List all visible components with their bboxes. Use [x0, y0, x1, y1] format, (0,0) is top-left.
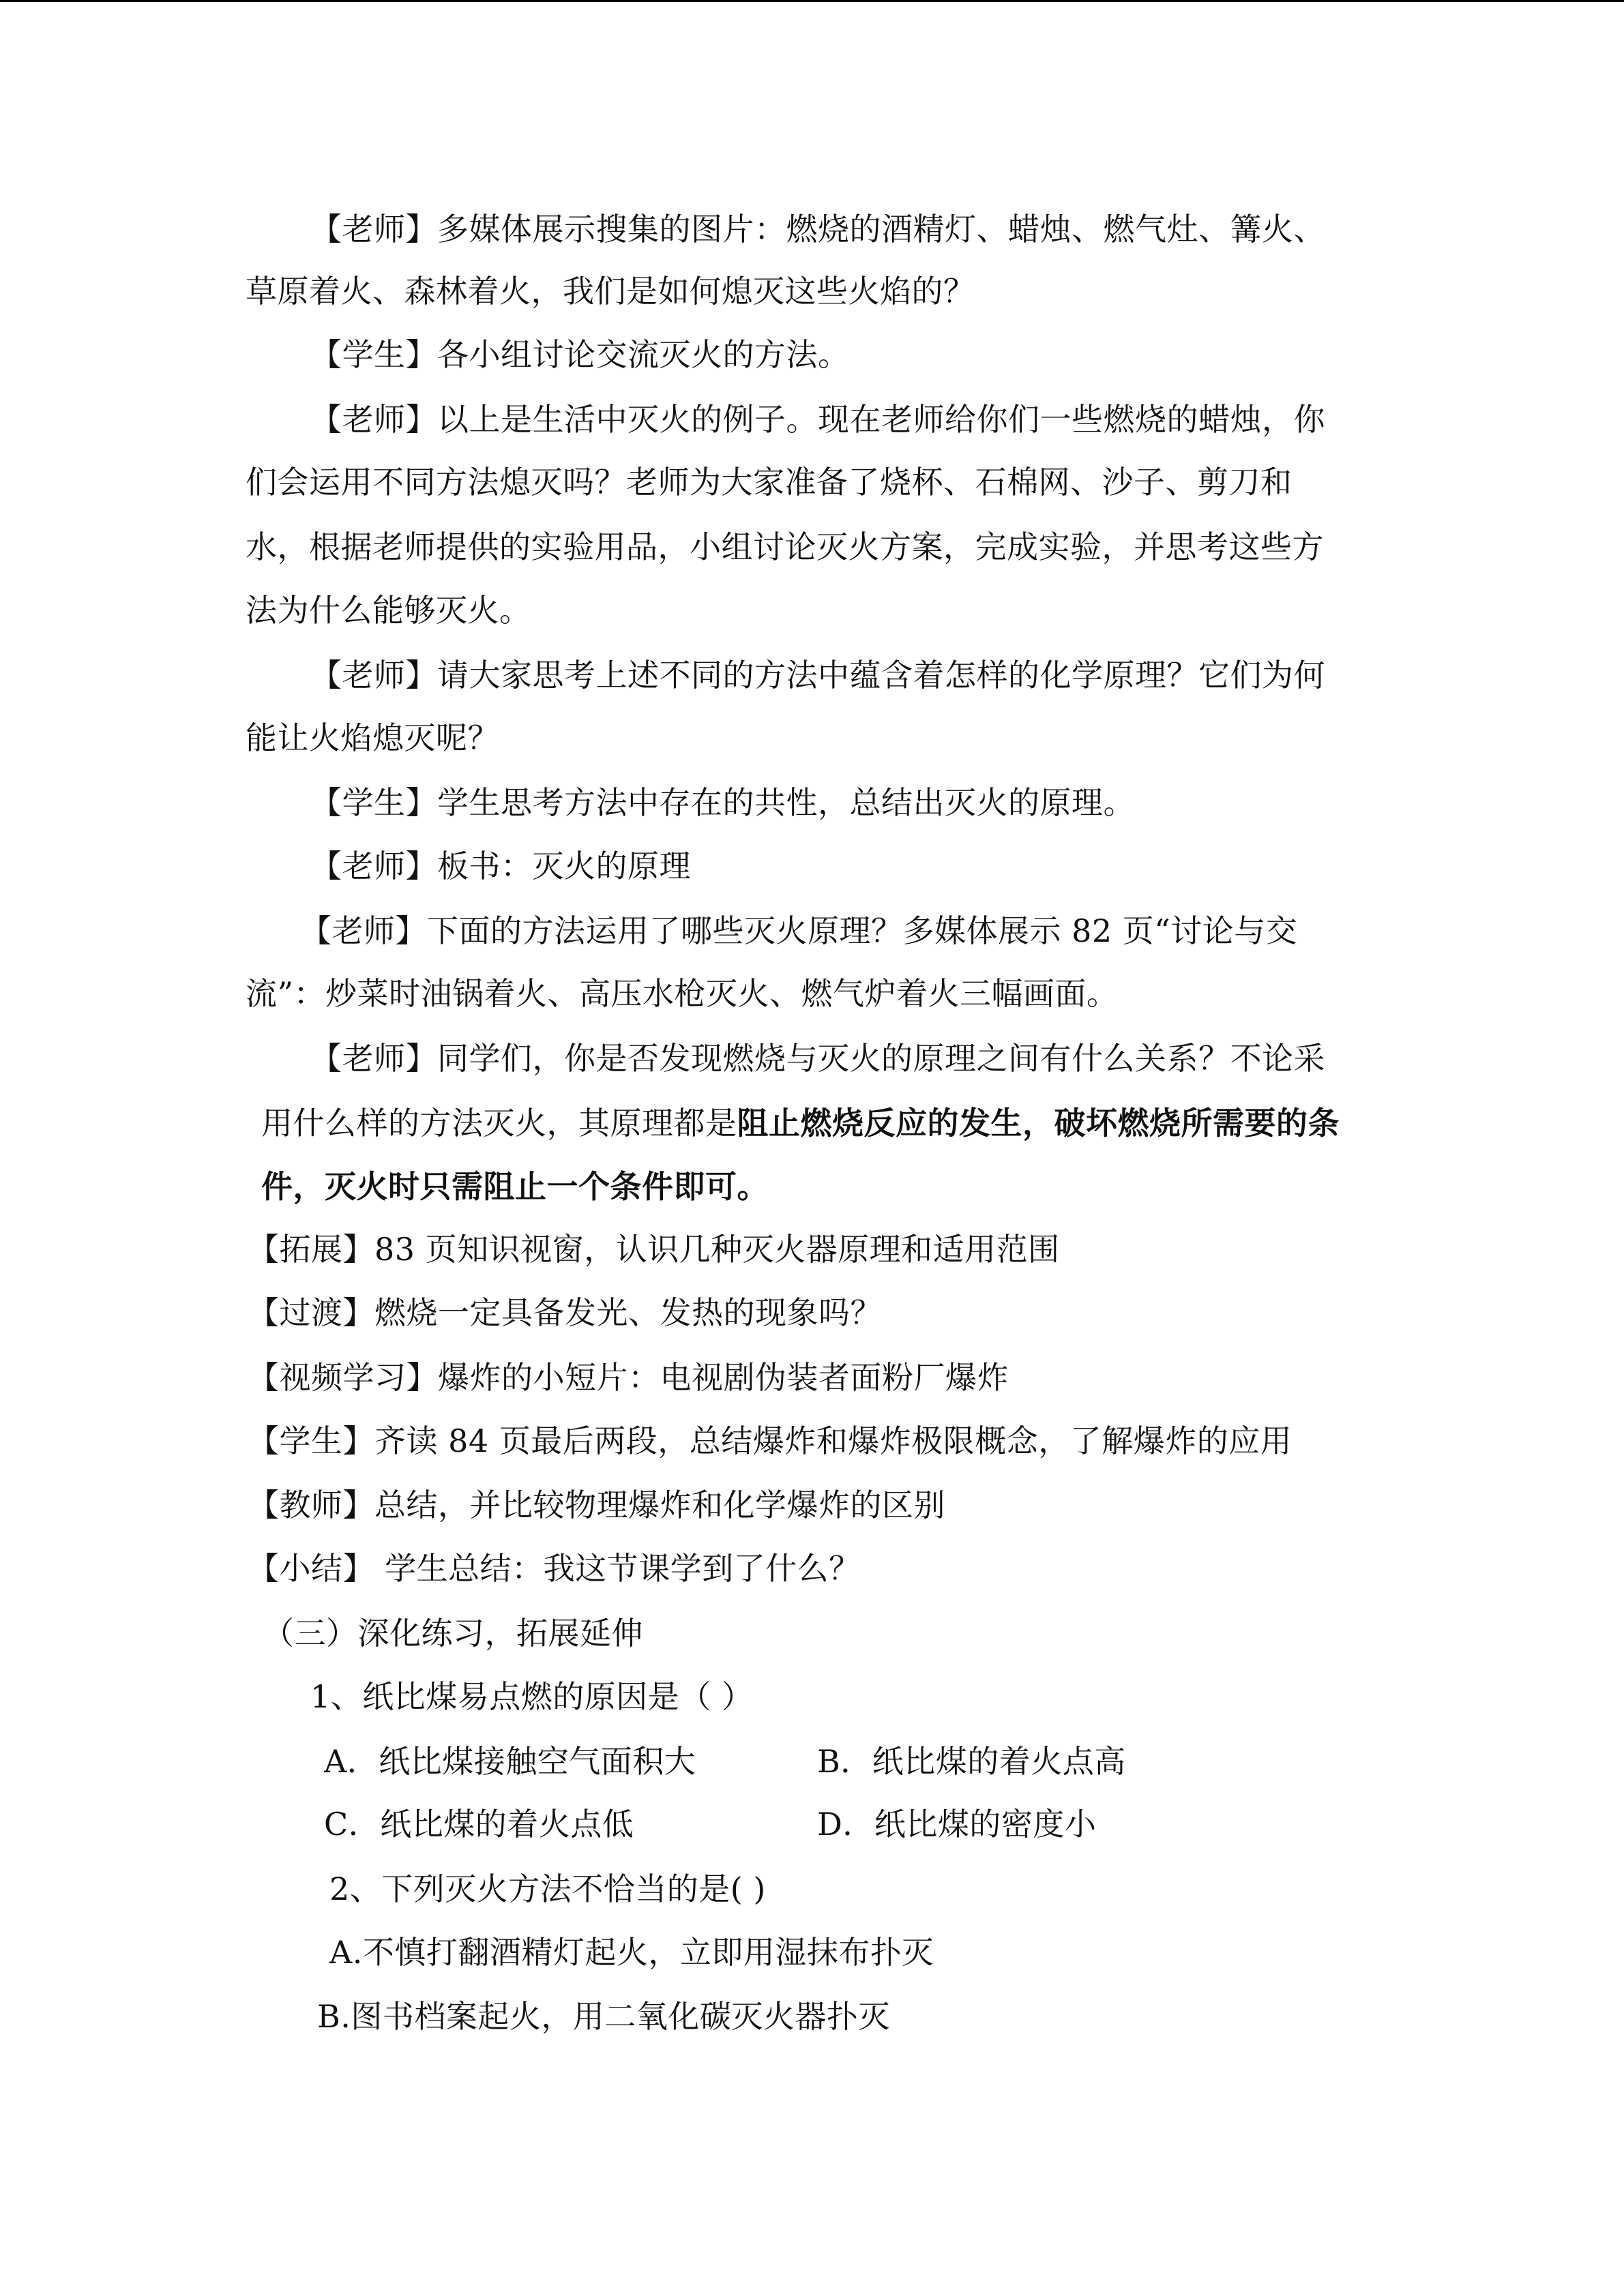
paragraph-line-1: 【老师】多媒体展示搜集的图片：燃烧的酒精灯、蜡烛、燃气灶、篝火、	[310, 211, 1325, 248]
paragraph-line-2: 草原着火、森林着火，我们是如何熄灭这些火焰的？	[246, 273, 975, 310]
paragraph-line-9: 能让火焰熄灭呢？	[246, 719, 499, 756]
paragraph-line-5: 们会运用不同方法熄灭吗？老师为大家准备了烧杯、石棉网、沙子、剪刀和	[246, 464, 1293, 501]
paragraph-line-16: 件，灭火时只需阻止一个条件即可。	[261, 1168, 769, 1205]
paragraph-line-17: 【拓展】83 页知识视窗，认识几种灭火器原理和适用范围	[248, 1231, 1060, 1268]
question-1-option-d: D．纸比煤的密度小	[817, 1806, 1097, 1843]
section-heading: （三）深化练习，拓展延伸	[263, 1615, 643, 1652]
paragraph-line-15	[261, 1103, 1340, 1144]
paragraph-line-22: 【小结】 学生总结：我这节课学到了什么？	[248, 1550, 861, 1587]
paragraph-line-3: 【学生】各小组讨论交流灭火的方法。	[310, 336, 850, 373]
question-1: 1、纸比煤易点燃的原因是（ ）	[310, 1678, 754, 1715]
paragraph-line-6: 水，根据老师提供的实验用品，小组讨论灭火方案，完成实验，并思考这些方	[246, 528, 1324, 565]
paragraph-line-4: 【老师】以上是生活中灭火的例子。现在老师给你们一些燃烧的蜡烛，你	[310, 401, 1325, 438]
question-2: 2、下列灭火方法不恰当的是( )	[329, 1870, 766, 1907]
question-2-option-a: A.不慎打翻酒精灯起火，立即用湿抹布扑灭	[329, 1934, 934, 1971]
page-top-border	[0, 0, 1624, 2]
paragraph-line-10: 【学生】学生思考方法中存在的共性，总结出灭火的原理。	[310, 784, 1135, 821]
paragraph-line-19: 【视频学习】爆炸的小短片：电视剧伪装者面粉厂爆炸	[248, 1359, 1009, 1396]
question-2-option-b: B.图书档案起火，用二氧化碳灭火器扑灭	[317, 1998, 890, 2035]
paragraph-line-12: 【老师】下面的方法运用了哪些灭火原理？多媒体展示 82 页“讨论与交	[300, 912, 1298, 949]
paragraph-line-8: 【老师】请大家思考上述不同的方法中蕴含着怎样的化学原理？它们为何	[310, 657, 1325, 694]
paragraph-line-20: 【学生】齐读 84 页最后两段，总结爆炸和爆炸极限概念，了解爆炸的应用	[248, 1422, 1293, 1459]
paragraph-line-7: 法为什么能够灭火。	[246, 592, 531, 629]
paragraph-line-13: 流”：炒菜时油锅着火、高压水枪灭火、燃气炉着火三幅画面。	[246, 975, 1119, 1012]
paragraph-line-14: 【老师】同学们，你是否发现燃烧与灭火的原理之间有什么关系？不论采	[310, 1040, 1325, 1077]
paragraph-line-18: 【过渡】燃烧一定具备发光、发热的现象吗？	[248, 1294, 882, 1331]
question-1-option-b: B．纸比煤的着火点高	[817, 1743, 1126, 1780]
question-1-option-c: C．纸比煤的着火点低	[324, 1806, 634, 1843]
paragraph-line-21: 【教师】总结，并比较物理爆炸和化学爆炸的区别	[248, 1487, 945, 1523]
question-1-option-a: A．纸比煤接触空气面积大	[324, 1743, 696, 1780]
paragraph-line-15-normal: 用什么样的方法灭火，其原理都是	[261, 1105, 737, 1142]
paragraph-line-15-bold: 阻止燃烧反应的发生，破坏燃烧所需要的条	[737, 1105, 1340, 1142]
paragraph-line-11: 【老师】板书：灭火的原理	[310, 848, 691, 884]
